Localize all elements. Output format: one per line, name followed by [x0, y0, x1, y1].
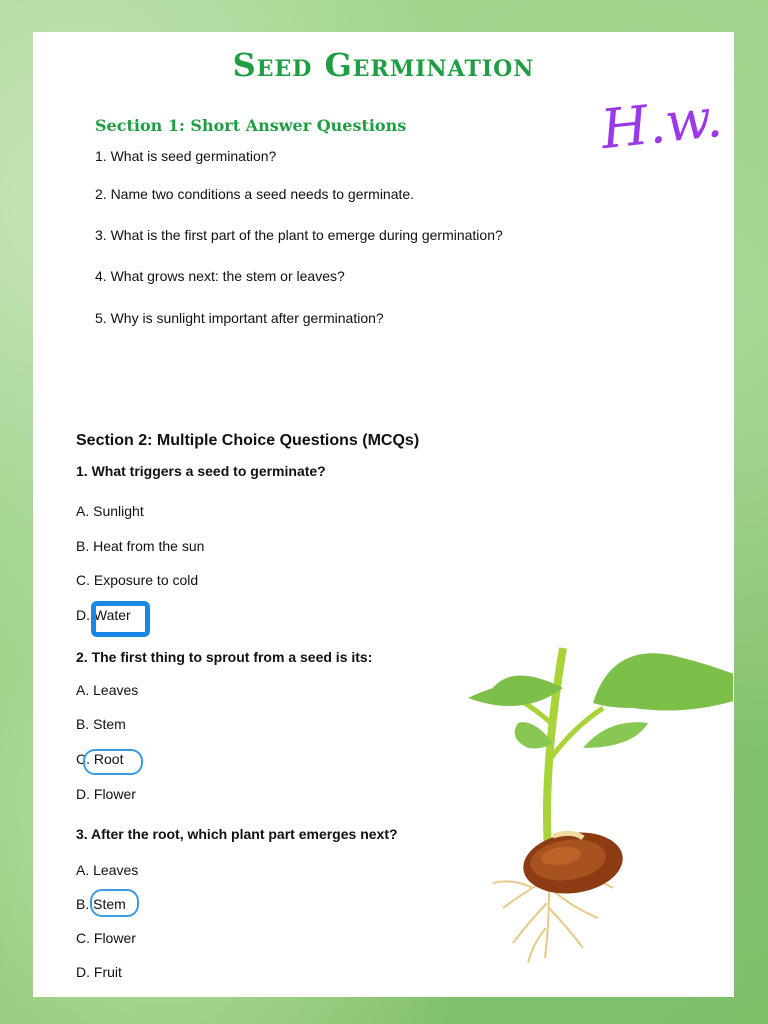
mcq-option: A. Sunlight	[76, 503, 144, 519]
sprouting-seed-illustration	[433, 608, 733, 968]
section1-heading: Section 1: Short Answer Questions	[95, 116, 407, 135]
section2-heading: Section 2: Multiple Choice Questions (MCQs)	[76, 432, 420, 449]
short-question: 5. Why is sunlight important after germination?	[95, 310, 384, 326]
short-question: 3. What is the first part of the plant to emerge during germination?	[95, 227, 503, 243]
mcq-option: B. Stem	[76, 716, 126, 732]
mcq-question: 3. After the root, which plant part emerges next?	[76, 826, 398, 842]
short-question: 2. Name two conditions a seed needs to germinate.	[95, 186, 415, 202]
short-question: 4. What grows next: the stem or leaves?	[95, 268, 345, 284]
leaf	[593, 653, 733, 710]
mcq-option: B. Heat from the sun	[76, 538, 205, 554]
answer-circle-mark	[91, 601, 150, 637]
mcq-option: A. Leaves	[76, 682, 139, 698]
answer-circle-mark	[90, 889, 139, 917]
mcq-question: 2. The first thing to sprout from a seed is its:	[76, 649, 373, 665]
mcq-option: C. Flower	[76, 930, 136, 946]
page-title: Seed Germination	[232, 46, 535, 84]
answer-circle-mark	[83, 749, 143, 775]
mcq-option: D. Water	[76, 607, 131, 623]
mcq-option: C. Root	[76, 751, 124, 767]
mcq-option: D. Fruit	[76, 964, 122, 980]
leaf	[468, 676, 563, 707]
leaf	[583, 722, 648, 748]
mcq-option: C. Exposure to cold	[76, 572, 199, 588]
handwritten-note: H.w.	[598, 85, 726, 162]
short-question: 1. What is seed germination?	[95, 148, 277, 164]
mcq-option: D. Flower	[76, 786, 136, 802]
mcq-question: 1. What triggers a seed to germinate?	[76, 463, 326, 479]
worksheet-page	[33, 32, 734, 997]
mcq-option: A. Leaves	[76, 862, 139, 878]
mcq-option: B. Stem	[76, 896, 126, 912]
